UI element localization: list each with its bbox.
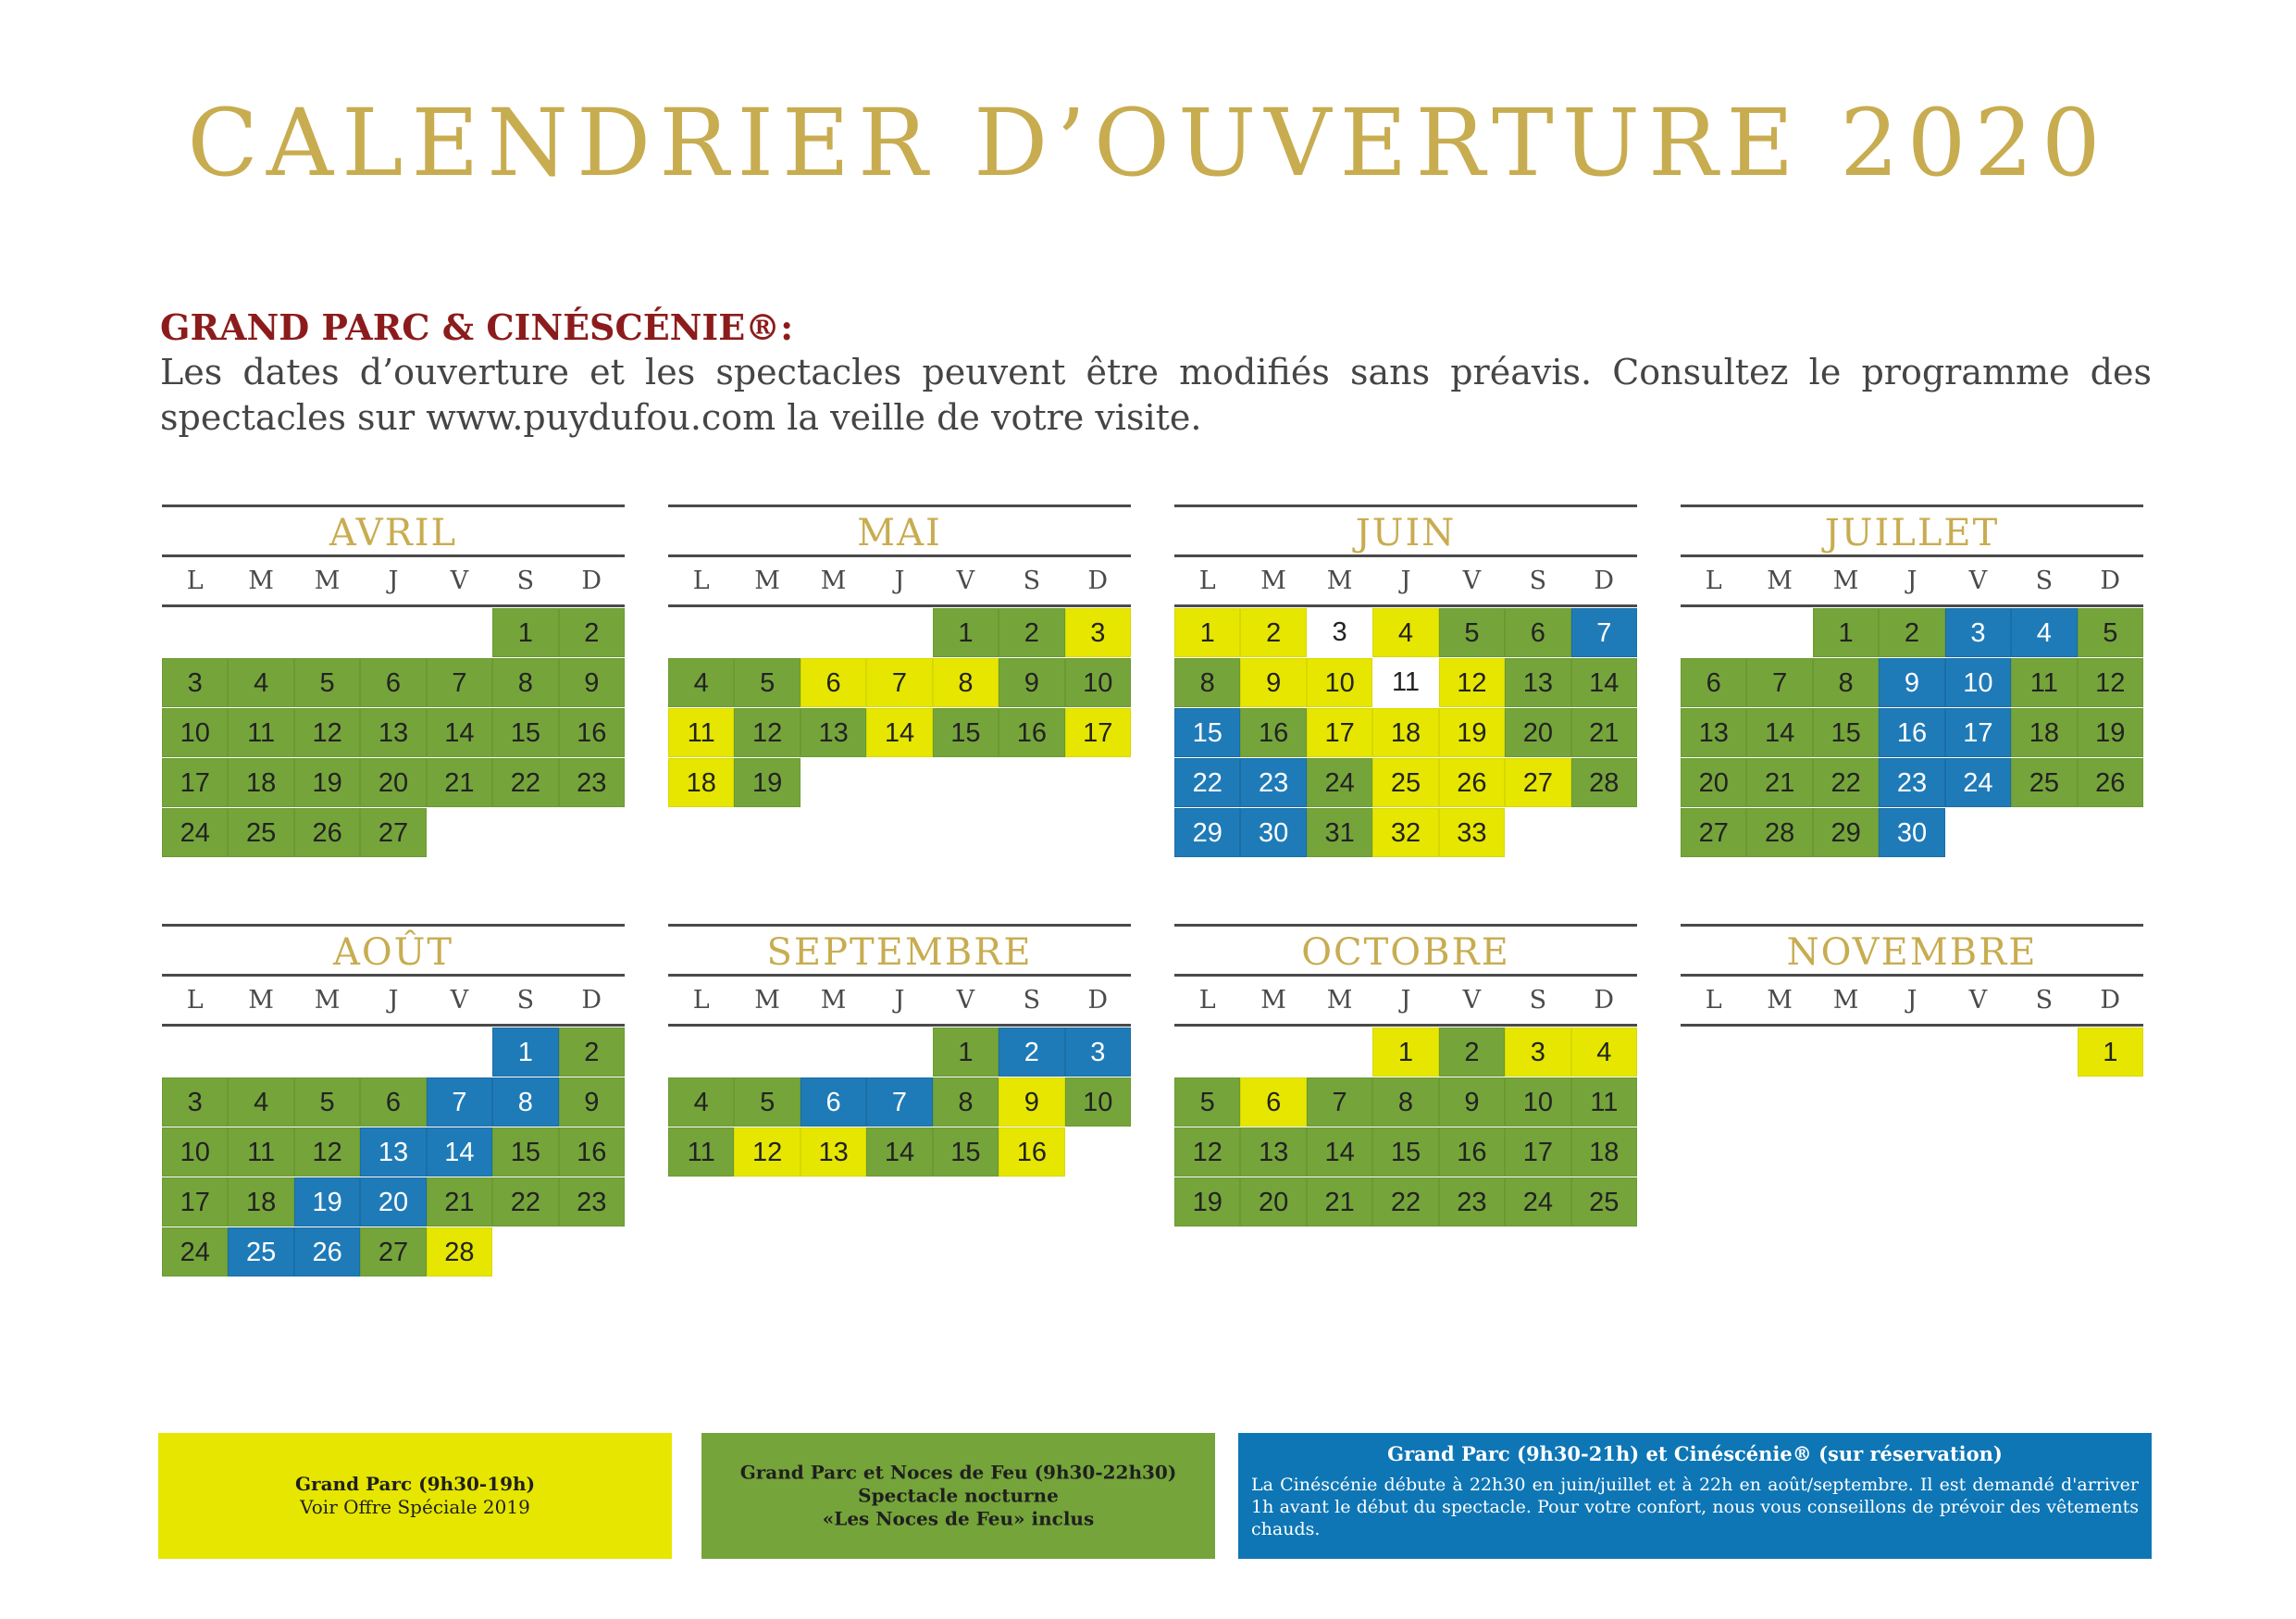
- day-cell: 11: [2011, 658, 2077, 707]
- day-cell: 11: [1391, 667, 1421, 697]
- weekday-label: S: [1529, 986, 1547, 1015]
- day-cell: 20: [360, 758, 426, 807]
- day-cell: 4: [668, 658, 734, 707]
- legend-yellow: [158, 1433, 672, 1559]
- day-cell: 28: [1571, 758, 1637, 807]
- day-cell: 22: [1174, 758, 1240, 807]
- weekday-label: V: [450, 986, 469, 1015]
- day-cell: 17: [1065, 708, 1131, 757]
- day-cell: 19: [294, 758, 360, 807]
- day-cell: 10: [162, 708, 228, 757]
- weekday-label: L: [1705, 986, 1722, 1015]
- day-cell: 25: [1372, 758, 1438, 807]
- weekday-label: D: [1594, 567, 1615, 595]
- day-cell: 22: [1372, 1177, 1438, 1227]
- day-cell: 1: [933, 608, 999, 657]
- day-cell: 30: [1879, 808, 1944, 857]
- day-cell: 18: [2011, 708, 2077, 757]
- day-cell: 17: [1945, 708, 2011, 757]
- day-cell: 24: [162, 808, 228, 857]
- day-cell: 21: [1571, 708, 1637, 757]
- day-cell: 1: [492, 608, 558, 657]
- weekday-header: [668, 977, 1131, 1024]
- day-cell: 17: [162, 758, 228, 807]
- day-cell: 22: [492, 1177, 558, 1227]
- day-cell: 20: [1505, 708, 1570, 757]
- day-cell: 23: [559, 1177, 625, 1227]
- day-cell: 31: [1307, 808, 1372, 857]
- weekday-header: [1174, 977, 1637, 1024]
- day-cell: 11: [668, 1127, 734, 1177]
- day-cell: 13: [1505, 658, 1570, 707]
- day-cell: 10: [1065, 658, 1131, 707]
- day-cell: 10: [1945, 658, 2011, 707]
- legend-blue: [1238, 1433, 2152, 1559]
- day-cell: 15: [1174, 708, 1240, 757]
- weekday-label: D: [1594, 986, 1615, 1015]
- day-cell: 5: [1174, 1077, 1240, 1127]
- day-cell: 16: [559, 708, 625, 757]
- weekday-label: D: [581, 567, 602, 595]
- day-cell: 21: [427, 1177, 492, 1227]
- day-cell: 2: [559, 1027, 625, 1077]
- weekday-label: S: [516, 567, 535, 595]
- day-cell: 2: [1240, 608, 1306, 657]
- weekday-label: L: [1198, 986, 1216, 1015]
- day-cell: 7: [427, 1077, 492, 1127]
- day-cell: 4: [228, 658, 293, 707]
- day-cell: 17: [1307, 708, 1372, 757]
- day-cell: 33: [1439, 808, 1505, 857]
- day-cell: 10: [1505, 1077, 1570, 1127]
- day-cell: 25: [2011, 758, 2077, 807]
- day-cell: 4: [228, 1077, 293, 1127]
- day-cell: 13: [1240, 1127, 1306, 1177]
- day-cell: 2: [559, 608, 625, 657]
- weekday-label: M: [820, 986, 847, 1015]
- weekday-label: D: [2100, 986, 2121, 1015]
- month-avril: [162, 504, 625, 866]
- day-cell: 4: [2011, 608, 2077, 657]
- month-name: JUILLET: [1824, 512, 2000, 554]
- day-cell: 11: [228, 708, 293, 757]
- day-cell: 21: [1307, 1177, 1372, 1227]
- day-cell: 2: [999, 1027, 1064, 1077]
- day-grid: [1681, 1027, 2143, 1286]
- weekday-label: V: [1968, 986, 1988, 1015]
- day-cell: 18: [1372, 708, 1438, 757]
- day-cell: 23: [1240, 758, 1306, 807]
- day-cell: 3: [1065, 608, 1131, 657]
- day-cell: 8: [492, 1077, 558, 1127]
- weekday-label: S: [2035, 986, 2054, 1015]
- legend-blue-body: La Cinéscénie débute à 22h30 en juin/juillet et à 22h en août/septembre. Il est demandé d'arriver 1h avant le début du spectacle. Pour votre confort, nous vous conseillons de prévoir des vêtements chauds.: [1251, 1475, 2139, 1539]
- month-name: AOÛT: [332, 931, 454, 974]
- weekday-label: V: [956, 567, 975, 595]
- weekday-label: M: [1767, 986, 1793, 1015]
- day-cell: 6: [360, 1077, 426, 1127]
- day-cell: 27: [1681, 808, 1746, 857]
- weekday-label: M: [248, 986, 274, 1015]
- day-cell: 15: [492, 1127, 558, 1177]
- weekday-label: J: [388, 567, 399, 595]
- month-novembre: [1681, 924, 2143, 1286]
- month-août: [162, 924, 625, 1286]
- weekday-label: L: [186, 986, 204, 1015]
- day-cell: 16: [999, 708, 1064, 757]
- day-cell: 8: [492, 658, 558, 707]
- weekday-label: D: [1087, 567, 1109, 595]
- day-cell: 19: [294, 1177, 360, 1227]
- month-name: NOVEMBRE: [1786, 931, 2038, 974]
- weekday-label: V: [1462, 567, 1482, 595]
- day-cell: 6: [360, 658, 426, 707]
- day-cell: 9: [559, 1077, 625, 1127]
- day-cell: 26: [294, 808, 360, 857]
- day-cell: 6: [1681, 658, 1746, 707]
- day-cell: 8: [1174, 658, 1240, 707]
- weekday-label: D: [1087, 986, 1109, 1015]
- day-cell: 14: [866, 1127, 932, 1177]
- day-cell: 9: [559, 658, 625, 707]
- day-cell: 13: [800, 1127, 866, 1177]
- day-cell: 11: [1571, 1077, 1637, 1127]
- day-cell: 14: [1307, 1127, 1372, 1177]
- day-cell: 22: [492, 758, 558, 807]
- day-cell: 14: [1571, 658, 1637, 707]
- day-cell: 5: [294, 658, 360, 707]
- weekday-label: M: [1832, 567, 1859, 595]
- month-septembre: [668, 924, 1131, 1286]
- day-cell: 1: [1174, 608, 1240, 657]
- day-grid: [668, 607, 1131, 866]
- weekday-label: V: [1462, 986, 1482, 1015]
- weekday-header: [162, 557, 625, 604]
- weekday-label: J: [388, 986, 399, 1015]
- day-cell: 9: [1240, 658, 1306, 707]
- day-cell: 20: [360, 1177, 426, 1227]
- day-cell: 28: [427, 1227, 492, 1277]
- day-cell: 8: [933, 1077, 999, 1127]
- month-name: JUIN: [1355, 512, 1457, 554]
- day-cell: 3: [162, 1077, 228, 1127]
- day-cell: 2: [999, 608, 1064, 657]
- day-cell: 1: [933, 1027, 999, 1077]
- day-cell: 14: [427, 1127, 492, 1177]
- day-cell: 15: [492, 708, 558, 757]
- weekday-header: [1681, 557, 2143, 604]
- day-cell: 7: [1746, 658, 1812, 707]
- weekday-label: J: [894, 986, 905, 1015]
- day-cell: 1: [492, 1027, 558, 1077]
- day-cell: 4: [1571, 1027, 1637, 1077]
- day-cell: 14: [1746, 708, 1812, 757]
- day-cell: 18: [228, 758, 293, 807]
- day-cell: 11: [668, 708, 734, 757]
- month-juin: [1174, 504, 1637, 866]
- day-cell: 6: [1505, 608, 1570, 657]
- weekday-label: L: [692, 986, 710, 1015]
- day-cell: 21: [427, 758, 492, 807]
- intro-text: Les dates d’ouverture et les spectacles peuvent être modifiés sans préavis. Consultez le programme des spectacles sur www.puydufou.com la veille de votre visite.: [160, 352, 2152, 438]
- day-cell: 10: [162, 1127, 228, 1177]
- day-cell: 8: [1372, 1077, 1438, 1127]
- day-cell: 24: [162, 1227, 228, 1277]
- day-cell: 9: [999, 1077, 1064, 1127]
- day-cell: 1: [1372, 1027, 1438, 1077]
- weekday-label: V: [1968, 567, 1988, 595]
- day-cell: 5: [734, 1077, 800, 1127]
- weekday-label: J: [1906, 986, 1917, 1015]
- day-grid: [668, 1027, 1131, 1286]
- weekday-header: [162, 977, 625, 1024]
- day-cell: 5: [2078, 608, 2143, 657]
- day-cell: 13: [360, 1127, 426, 1177]
- weekday-label: M: [314, 986, 341, 1015]
- day-cell: 18: [1571, 1127, 1637, 1177]
- day-cell: 23: [559, 758, 625, 807]
- legend-green: [701, 1433, 1215, 1559]
- intro-heading: GRAND PARC & CINÉSCÉNIE®:: [160, 306, 794, 348]
- weekday-label: J: [1906, 567, 1917, 595]
- weekday-label: S: [516, 986, 535, 1015]
- day-cell: 2: [1439, 1027, 1505, 1077]
- weekday-label: M: [248, 567, 274, 595]
- day-cell: 13: [800, 708, 866, 757]
- day-cell: 18: [668, 758, 734, 807]
- day-cell: 9: [999, 658, 1064, 707]
- day-cell: 27: [360, 808, 426, 857]
- day-cell: 24: [1307, 758, 1372, 807]
- day-cell: 20: [1240, 1177, 1306, 1227]
- day-cell: 7: [1307, 1077, 1372, 1127]
- day-cell: 8: [933, 658, 999, 707]
- legend-green-line1: Grand Parc et Noces de Feu (9h30-22h30): [739, 1461, 1177, 1484]
- day-cell: 1: [2078, 1027, 2143, 1077]
- weekday-header: [1174, 557, 1637, 604]
- intro-block: [160, 305, 2152, 441]
- day-cell: 20: [1681, 758, 1746, 807]
- weekday-label: D: [581, 986, 602, 1015]
- legend-green-line3: «Les Noces de Feu» inclus: [822, 1507, 1095, 1530]
- legend-green-line2: Spectacle nocturne: [858, 1484, 1059, 1507]
- day-cell: 29: [1813, 808, 1879, 857]
- month-octobre: [1174, 924, 1637, 1286]
- weekday-label: M: [1832, 986, 1859, 1015]
- day-cell: 6: [800, 1077, 866, 1127]
- day-cell: 15: [1372, 1127, 1438, 1177]
- day-cell: 27: [360, 1227, 426, 1277]
- weekday-label: M: [1767, 567, 1793, 595]
- day-cell: 22: [1813, 758, 1879, 807]
- weekday-label: S: [1023, 567, 1041, 595]
- day-cell: 21: [1746, 758, 1812, 807]
- day-cell: 24: [1505, 1177, 1570, 1227]
- day-cell: 4: [1372, 608, 1438, 657]
- legend-yellow-title: Grand Parc (9h30-19h): [294, 1473, 536, 1495]
- day-cell: 8: [1813, 658, 1879, 707]
- day-cell: 30: [1240, 808, 1306, 857]
- day-cell: 1: [1813, 608, 1879, 657]
- day-cell: 19: [1439, 708, 1505, 757]
- day-cell: 3: [1505, 1027, 1570, 1077]
- weekday-label: M: [754, 986, 780, 1015]
- weekday-label: J: [894, 567, 905, 595]
- day-cell: 15: [1813, 708, 1879, 757]
- day-cell: 3: [162, 658, 228, 707]
- weekday-label: L: [186, 567, 204, 595]
- weekday-label: D: [2100, 567, 2121, 595]
- day-cell: 24: [1945, 758, 2011, 807]
- day-cell: 3: [1945, 608, 2011, 657]
- day-cell: 15: [933, 708, 999, 757]
- weekday-label: M: [820, 567, 847, 595]
- day-grid: [162, 607, 625, 866]
- month-name: AVRIL: [329, 512, 458, 554]
- day-cell: 23: [1879, 758, 1944, 807]
- day-cell: 10: [1065, 1077, 1131, 1127]
- day-cell: 7: [866, 658, 932, 707]
- day-cell: 9: [1439, 1077, 1505, 1127]
- day-cell: 5: [734, 658, 800, 707]
- day-cell: 7: [427, 658, 492, 707]
- day-cell: 17: [162, 1177, 228, 1227]
- weekday-label: L: [1198, 567, 1216, 595]
- day-cell: 12: [1439, 658, 1505, 707]
- weekday-label: M: [1326, 567, 1353, 595]
- day-cell: 16: [1240, 708, 1306, 757]
- day-cell: 27: [1505, 758, 1570, 807]
- weekday-label: S: [1023, 986, 1041, 1015]
- weekday-header: [1681, 977, 2143, 1024]
- month-mai: [668, 504, 1131, 866]
- day-cell: 7: [866, 1077, 932, 1127]
- day-cell: 25: [228, 808, 293, 857]
- weekday-label: J: [1400, 567, 1411, 595]
- day-cell: 5: [294, 1077, 360, 1127]
- day-cell: 10: [1307, 658, 1372, 707]
- day-cell: 18: [228, 1177, 293, 1227]
- month-name: OCTOBRE: [1301, 931, 1510, 974]
- day-cell: 19: [1174, 1177, 1240, 1227]
- day-cell: 7: [1571, 608, 1637, 657]
- day-grid: [162, 1027, 625, 1286]
- day-grid: [1174, 1027, 1637, 1286]
- day-cell: 14: [866, 708, 932, 757]
- day-cell: 17: [1505, 1127, 1570, 1177]
- day-cell: 25: [228, 1227, 293, 1277]
- weekday-label: M: [1260, 567, 1286, 595]
- day-cell: 12: [1174, 1127, 1240, 1177]
- weekday-label: M: [754, 567, 780, 595]
- day-cell: 13: [360, 708, 426, 757]
- day-cell: 16: [1439, 1127, 1505, 1177]
- day-cell: 12: [294, 708, 360, 757]
- day-cell: 25: [1571, 1177, 1637, 1227]
- weekday-label: S: [2035, 567, 2054, 595]
- day-cell: 28: [1746, 808, 1812, 857]
- weekday-label: M: [1260, 986, 1286, 1015]
- weekday-label: S: [1529, 567, 1547, 595]
- day-cell: 23: [1439, 1177, 1505, 1227]
- day-cell: 12: [734, 1127, 800, 1177]
- day-cell: 26: [294, 1227, 360, 1277]
- day-cell: 16: [999, 1127, 1064, 1177]
- day-cell: 12: [2078, 658, 2143, 707]
- legend-blue-title: Grand Parc (9h30-21h) et Cinéscénie® (sur réservation): [1387, 1442, 2003, 1465]
- weekday-label: V: [450, 567, 469, 595]
- day-cell: 5: [1439, 608, 1505, 657]
- day-cell: 15: [933, 1127, 999, 1177]
- day-cell: 3: [1332, 617, 1347, 647]
- legend-yellow-sub: Voir Offre Spéciale 2019: [300, 1496, 530, 1518]
- month-name: MAI: [857, 512, 942, 554]
- day-cell: 4: [668, 1077, 734, 1127]
- day-cell: 19: [2078, 708, 2143, 757]
- weekday-label: L: [692, 567, 710, 595]
- day-cell: 6: [1240, 1077, 1306, 1127]
- day-cell: 12: [734, 708, 800, 757]
- weekday-label: L: [1705, 567, 1722, 595]
- day-cell: 14: [427, 708, 492, 757]
- month-juillet: [1681, 504, 2143, 866]
- weekday-label: J: [1400, 986, 1411, 1015]
- day-cell: 2: [1879, 608, 1944, 657]
- day-cell: 11: [228, 1127, 293, 1177]
- weekday-label: M: [1326, 986, 1353, 1015]
- day-cell: 9: [1879, 658, 1944, 707]
- day-cell: 26: [1439, 758, 1505, 807]
- day-cell: 6: [800, 658, 866, 707]
- day-cell: 3: [1065, 1027, 1131, 1077]
- weekday-header: [668, 557, 1131, 604]
- day-grid: [1174, 607, 1637, 866]
- month-name: SEPTEMBRE: [766, 931, 1033, 974]
- day-cell: 19: [734, 758, 800, 807]
- page-title: CALENDRIER D’OUVERTURE 2020: [187, 89, 2109, 197]
- day-cell: 32: [1372, 808, 1438, 857]
- day-cell: 12: [294, 1127, 360, 1177]
- day-grid: [1681, 607, 2143, 866]
- day-cell: 16: [559, 1127, 625, 1177]
- weekday-label: M: [314, 567, 341, 595]
- day-cell: 26: [2078, 758, 2143, 807]
- weekday-label: V: [956, 986, 975, 1015]
- day-cell: 16: [1879, 708, 1944, 757]
- day-cell: 29: [1174, 808, 1240, 857]
- day-cell: 13: [1681, 708, 1746, 757]
